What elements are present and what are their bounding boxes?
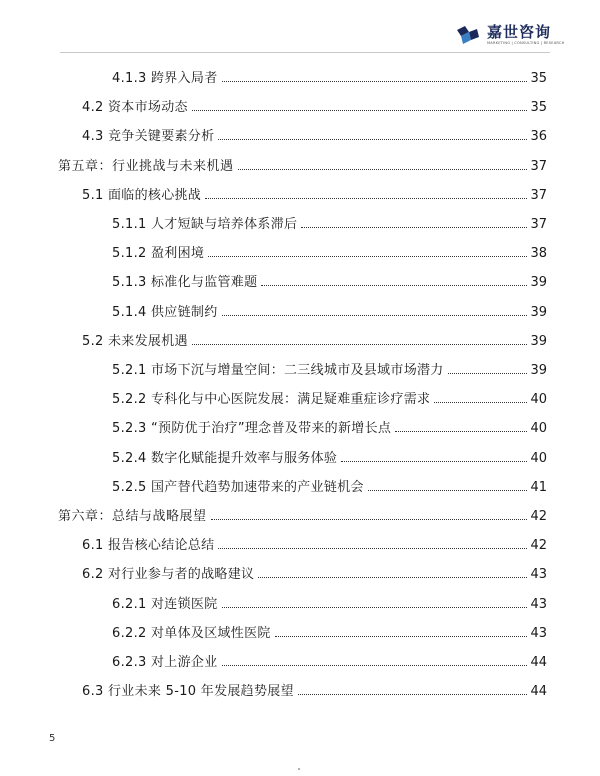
toc-entry-label: 第五章：行业挑战与未来机遇 bbox=[58, 158, 234, 174]
toc-entry-page: 40 bbox=[530, 421, 547, 437]
toc-entry-page: 41 bbox=[530, 479, 547, 495]
toc-leader-dots bbox=[301, 226, 527, 228]
toc-entry-label: 5.1.4 供应链制约 bbox=[112, 304, 218, 320]
toc-entry-label: 6.2.1 对连锁医院 bbox=[112, 596, 218, 612]
toc-entry-label: 5.2.2 专科化与中心医院发展：满足疑难重症诊疗需求 bbox=[112, 392, 431, 408]
toc-entry-page: 40 bbox=[530, 450, 547, 466]
toc-entry[interactable] bbox=[82, 100, 547, 116]
toc-entry-label: 第六章：总结与战略展望 bbox=[58, 509, 207, 524]
toc-entry[interactable] bbox=[112, 451, 547, 467]
toc-leader-dots bbox=[238, 168, 528, 170]
toc-leader-dots bbox=[395, 430, 527, 432]
toc-entry[interactable] bbox=[112, 655, 547, 671]
toc-entry-page: 35 bbox=[530, 100, 547, 116]
toc-entry-page: 35 bbox=[530, 71, 547, 86]
toc-entry[interactable] bbox=[82, 538, 547, 554]
toc-leader-dots bbox=[192, 343, 528, 345]
footer-dot bbox=[298, 768, 300, 770]
toc-entry-page: 43 bbox=[530, 596, 547, 612]
toc-entry-label: 5.2.1 市场下沉与增量空间：二三线城市及县域市场潜力 bbox=[112, 363, 444, 378]
toc-entry[interactable] bbox=[112, 217, 547, 233]
toc-entry-page: 37 bbox=[530, 217, 547, 232]
toc-entry-page: 44 bbox=[530, 655, 547, 670]
toc-entry-page: 39 bbox=[530, 333, 547, 349]
toc-entry[interactable] bbox=[112, 275, 547, 291]
toc-leader-dots bbox=[258, 576, 527, 578]
toc-entry[interactable] bbox=[82, 684, 547, 700]
toc-entry-label: 5.2.4 数字化赋能提升效率与服务体验 bbox=[112, 450, 338, 466]
toc-entry-page: 43 bbox=[530, 567, 547, 583]
toc-entry-page: 42 bbox=[530, 538, 547, 554]
toc-leader-dots bbox=[298, 693, 528, 695]
toc-entry[interactable] bbox=[112, 392, 547, 408]
toc-entry[interactable] bbox=[112, 480, 547, 496]
toc-leader-dots bbox=[205, 197, 527, 199]
toc-entry[interactable] bbox=[82, 567, 547, 583]
toc-entry-page: 44 bbox=[530, 684, 547, 700]
toc-entry-label: 6.2 对行业参与者的战略建议 bbox=[82, 567, 255, 583]
brand-name: 嘉世咨询 bbox=[487, 23, 552, 41]
toc-leader-dots bbox=[211, 518, 528, 520]
toc-leader-dots bbox=[368, 489, 528, 491]
toc-entry-label: 6.2.2 对单体及区域性医院 bbox=[112, 625, 271, 641]
toc-entry-label: 6.2.3 对上游企业 bbox=[112, 655, 218, 670]
toc-entry-label: 5.2.3 “预防优于治疗”理念普及带来的新增长点 bbox=[112, 421, 392, 437]
toc-leader-dots bbox=[341, 460, 527, 462]
toc-leader-dots bbox=[218, 138, 527, 140]
toc-entry-page: 39 bbox=[530, 275, 547, 291]
toc-entry[interactable] bbox=[112, 305, 547, 321]
toc-leader-dots bbox=[218, 547, 527, 549]
brand-subtitle: MARKETING | CONSULTING | RESEARCH bbox=[487, 41, 565, 45]
toc-entry-page: 36 bbox=[530, 129, 547, 145]
toc-entry[interactable] bbox=[112, 626, 547, 642]
toc-entry-page: 37 bbox=[530, 187, 547, 203]
toc-entry-page: 42 bbox=[530, 509, 547, 524]
toc-entry[interactable] bbox=[58, 159, 547, 175]
toc-entry[interactable] bbox=[82, 188, 547, 204]
toc-entry-label: 5.1.3 标准化与监管难题 bbox=[112, 275, 258, 291]
toc-leader-dots bbox=[275, 635, 528, 637]
toc-entry-label: 6.3 行业未来 5-10 年发展趋势展望 bbox=[82, 684, 294, 700]
toc-entry-label: 6.1 报告核心结论总结 bbox=[82, 538, 215, 554]
toc-entry-page: 39 bbox=[530, 304, 547, 320]
toc-entry[interactable] bbox=[58, 509, 547, 525]
toc-leader-dots bbox=[222, 606, 528, 608]
toc-entry[interactable] bbox=[112, 71, 547, 87]
toc-leader-dots bbox=[208, 255, 527, 257]
toc-entry[interactable] bbox=[112, 597, 547, 613]
toc-entry-page: 43 bbox=[530, 625, 547, 641]
toc-leader-dots bbox=[222, 80, 528, 82]
page-number: 5 bbox=[49, 733, 56, 744]
toc-entry[interactable] bbox=[82, 334, 547, 350]
toc-entry-label: 4.2 资本市场动态 bbox=[82, 100, 188, 116]
toc-entry[interactable] bbox=[112, 246, 547, 262]
toc-entry-label: 5.1.1 人才短缺与培养体系滞后 bbox=[112, 217, 298, 232]
toc-entry-label: 5.1 面临的核心挑战 bbox=[82, 187, 202, 203]
toc-leader-dots bbox=[261, 284, 527, 286]
toc-entry-label: 5.2.5 国产替代趋势加速带来的产业链机会 bbox=[112, 479, 364, 495]
toc-leader-dots bbox=[434, 401, 527, 403]
toc-leader-dots bbox=[448, 372, 528, 374]
toc-entry-label: 4.3 竞争关键要素分析 bbox=[82, 129, 215, 145]
toc-entry-label: 5.2 未来发展机遇 bbox=[82, 333, 188, 349]
toc-entry-label: 4.1.3 跨界入局者 bbox=[112, 71, 218, 86]
toc-leader-dots bbox=[222, 664, 528, 666]
toc-entry[interactable] bbox=[112, 421, 547, 437]
toc-entry[interactable] bbox=[112, 363, 547, 379]
toc-entry-label: 5.1.2 盈利困境 bbox=[112, 246, 205, 262]
toc-entry[interactable] bbox=[82, 129, 547, 145]
toc-entry-page: 37 bbox=[530, 158, 547, 174]
toc-entry-page: 40 bbox=[530, 392, 547, 408]
toc-entry-page: 38 bbox=[530, 246, 547, 262]
toc-leader-dots bbox=[192, 109, 528, 111]
toc-entry-page: 39 bbox=[530, 363, 547, 378]
toc-leader-dots bbox=[222, 314, 528, 316]
